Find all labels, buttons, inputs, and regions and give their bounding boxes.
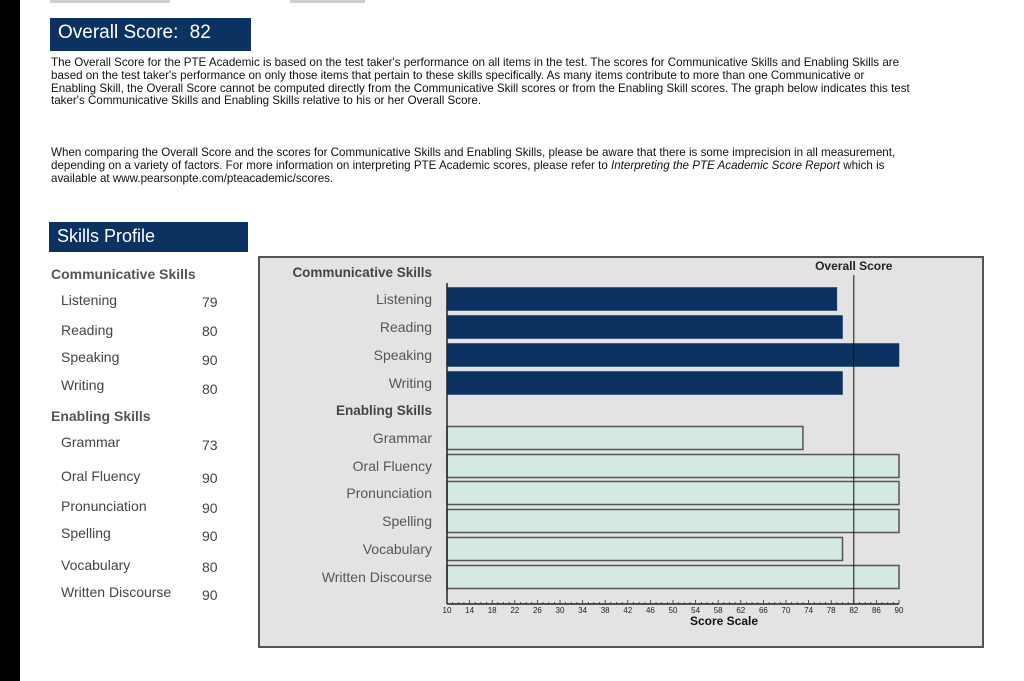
bar-writing	[447, 372, 843, 395]
x-tick-label: 74	[804, 606, 814, 615]
x-axis-label: Score Scale	[689, 614, 759, 628]
skill-score: 80	[202, 381, 218, 397]
chart-category-label: Vocabulary	[362, 541, 432, 557]
x-tick-label: 66	[758, 606, 768, 615]
x-tick-label: 46	[645, 606, 655, 615]
bar-listening	[447, 288, 837, 311]
skill-name: Vocabulary	[61, 557, 131, 573]
chart-group-heading: Enabling Skills	[335, 403, 432, 418]
bar-spelling	[447, 510, 899, 533]
skill-name: Pronunciation	[61, 498, 147, 514]
skill-score: 79	[202, 294, 218, 310]
skill-name: Reading	[61, 322, 114, 338]
chart-category-label: Writing	[388, 375, 432, 391]
intro-paragraph: The Overall Score for the PTE Academic is based on the test taker's performance on all items in the test. The scores for Communicative Skills and Enabling Skills are based on the test taker's performance on only those items that pertain to these skills specifically. As many items contribute to more than one Communicative or Enabling Skill, the Overall Score cannot be computed directly from the Communicative Skill scores or from the Enabling Skill scores. The graph below indicates this test taker's Communicative Skills and Enabling Skills relative to his or her Overall Score.	[51, 56, 910, 108]
x-tick-label: 26	[532, 606, 542, 615]
chart-category-label: Pronunciation	[346, 485, 432, 501]
overall-score-line-label: Overall Score	[815, 259, 893, 273]
x-tick-label: 34	[578, 606, 588, 615]
bar-pronunciation	[447, 482, 899, 505]
x-tick-label: 50	[668, 606, 678, 615]
overall-score-label: Overall Score:	[58, 22, 179, 43]
bar-grammar	[447, 427, 803, 450]
x-tick-label: 38	[600, 606, 610, 615]
skill-score: 73	[202, 437, 218, 453]
x-tick-label: 54	[691, 606, 701, 615]
bar-speaking	[447, 344, 899, 367]
skill-name: Grammar	[61, 434, 121, 450]
skill-name: Writing	[61, 377, 105, 393]
x-tick-label: 62	[736, 606, 746, 615]
x-tick-label: 90	[894, 606, 904, 615]
x-tick-label: 30	[555, 606, 565, 615]
group-heading-enabling: Enabling Skills	[51, 408, 151, 424]
chart-category-label: Speaking	[373, 347, 432, 363]
skill-score: 80	[202, 559, 218, 575]
x-tick-label: 10	[442, 606, 452, 615]
skills-profile-banner: Skills Profile	[49, 222, 248, 252]
skill-name: Speaking	[61, 349, 120, 365]
x-tick-label: 22	[510, 606, 520, 615]
x-tick-label: 70	[781, 606, 791, 615]
x-tick-label: 82	[849, 606, 859, 615]
group-heading-communicative: Communicative Skills	[51, 266, 196, 282]
chart-category-label: Written Discourse	[321, 569, 432, 585]
x-tick-label: 86	[871, 606, 881, 615]
skill-score: 90	[202, 352, 218, 368]
chart-category-label: Oral Fluency	[352, 458, 432, 474]
bar-written-discourse	[447, 566, 899, 589]
chart-category-label: Spelling	[382, 513, 432, 529]
para2-text: When comparing the Overall Score and the scores for Communicative Skills and Enabling Skills, please be aware that there is some imprecision in all measurement, depending on a variety of factors. For more information on interpreting PTE Academic scores, please refer to	[51, 146, 896, 172]
bar-oral-fluency	[447, 455, 899, 478]
chart-category-label: Reading	[379, 319, 432, 335]
skill-name: Spelling	[61, 525, 111, 541]
x-tick-label: 58	[713, 606, 723, 615]
bar-vocabulary	[447, 538, 843, 561]
skill-score: 90	[202, 587, 218, 603]
skill-name: Oral Fluency	[61, 468, 141, 484]
chart-group-heading: Communicative Skills	[292, 265, 432, 280]
para2-link-text: which is available at www.pearsonpte.com/pteacademic/scores.	[51, 158, 885, 185]
chart-category-label: Listening	[375, 291, 432, 307]
skill-score: 80	[202, 323, 218, 339]
bar-reading	[447, 316, 843, 339]
skill-name: Listening	[61, 292, 118, 308]
x-tick-label: 14	[465, 606, 475, 615]
skill-name: Written Discourse	[61, 584, 172, 600]
skill-score: 90	[202, 528, 218, 544]
skill-score: 90	[202, 470, 218, 486]
skill-score: 90	[202, 500, 218, 516]
chart-category-label: Grammar	[372, 430, 432, 446]
overall-score-value: 82	[189, 22, 211, 43]
x-tick-label: 42	[623, 606, 633, 615]
report-title: Interpreting the PTE Academic Score Report	[611, 158, 840, 172]
x-tick-label: 78	[826, 606, 836, 615]
x-tick-label: 18	[487, 606, 497, 615]
